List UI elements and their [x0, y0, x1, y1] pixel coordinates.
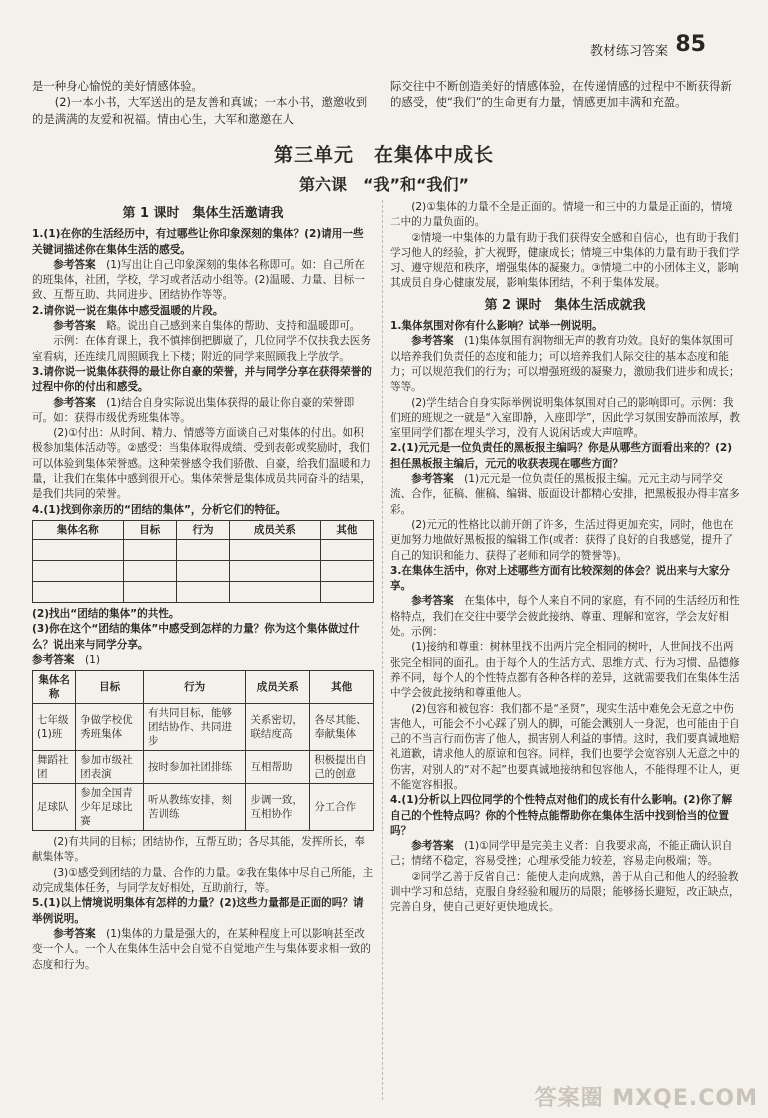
table-cell: 关系密切，联结度高: [246, 704, 310, 751]
table-header: 其他: [310, 671, 374, 704]
table-cell: 争做学校优秀班集体: [76, 704, 144, 751]
table-row: [33, 581, 374, 602]
answer-label: 参考答案: [411, 840, 454, 853]
answer-text: (1)集体的力量是强大的，在某种程度上可以影响甚至改变一个人。一个人在集体生活中会自觉不自觉地产生与集体要求相一致的态度和行为。: [32, 927, 371, 971]
table-cell: 七年级(1)班: [33, 704, 76, 751]
answer-label: 参考答案: [53, 396, 96, 409]
paragraph: 际交往中不断创造美好的情感体验，在传递情感的过程中不断获得新的感受，使“我们”的生命更有力量，情感更加丰满和充盈。: [390, 79, 732, 110]
answer-label: 参考答案: [53, 927, 96, 940]
answer-text: (2)元元的性格比以前开朗了许多，生活过得更加充实，同时，他也在更加努力地做好黑板报的编辑工作(或者：获得了良好的自我感觉，提升了自己的知识和能力、获得了老师和同学的赞誉等)。: [390, 518, 734, 562]
paragraph: (2)一本小书，大军送出的是友善和真诚；一本小书，邀邀收到的是满满的友爱和祝福。情由心生，大军和邀邀在人: [32, 95, 368, 126]
answer-text: (1)写出让自己印象深刻的集体名称即可。如：自己所在的班集体，社团，学校，学习或者活动小组等。(2)温暖、力量、目标一致、互帮互助、共同进步、团结协作等等。: [32, 258, 365, 302]
question: 2.请你说一说在集体中感受温暖的片段。: [32, 304, 224, 317]
table-cell: 按时参加社团排练: [143, 751, 245, 784]
answer-text: (1)接纳和尊重：树林里找不出两片完全相同的树叶，人世间找不出两张完全相同的面孔。由于每个人的生活方式、思维方式、行为习惯、品德修养不同，每个人的个性特点都有各种各样的差异，这就需要我们在集体生活中学会彼此接纳和尊重他人。: [390, 641, 740, 700]
table-header: 行为: [143, 671, 245, 704]
question: 4.(1)找到你亲历的“团结的集体”，分析它们的特征。: [32, 503, 287, 516]
header-label: 教材练习答案: [589, 44, 668, 59]
table-row: [33, 751, 374, 784]
question: 2.(1)元元是一位负责任的黑板报主编吗？你是从哪些方面看出来的？(2)担任黑板报主编后，元元的收获表现在哪些方面？: [390, 442, 733, 470]
table-cell: 舞蹈社团: [33, 751, 76, 784]
table-cell: 有共同目标，能够团结协作、共同进步: [143, 704, 245, 751]
table-header: 成员关系: [230, 520, 321, 539]
question: (3)你在这个“团结的集体”中感受到怎样的力量？你为这个集体做过什么？说出来与同学分享。: [32, 623, 360, 651]
question: 4.(1)分析以上四位同学的个性特点对他们的成长有什么影响。(2)你了解自己的个性特点吗？你的个性特点能帮助你在集体生活中找到恰当的位置吗？: [390, 794, 733, 837]
table-row: [33, 560, 374, 581]
answer-label: 参考答案: [411, 335, 454, 348]
page-number: 85: [675, 32, 706, 57]
table-header: 集体名称: [33, 520, 124, 539]
table-header: 其他: [320, 520, 373, 539]
table-cell: 互相帮助: [246, 751, 310, 784]
answer-label: 参考答案: [53, 258, 96, 271]
answer-label: 参考答案: [411, 473, 454, 486]
table-cell: 积极提出自己的创意: [310, 751, 374, 784]
table-header: 成员关系: [246, 671, 310, 704]
table-header: 目标: [123, 520, 176, 539]
answer-text: (1)集体氛围有润物细无声的教育功效。良好的集体氛围可以培养我们负责任的态度和能力；可以培养我们人际交往的基本态度和能力；可以规范我们的行为；可以增强班级的凝聚力，激励我们进步和成长；等等。: [390, 335, 740, 394]
blank-table: [32, 520, 374, 603]
column-divider: [382, 200, 383, 1100]
question: (2)找出“团结的集体”的共性。: [32, 607, 180, 620]
answer-text: (2)①付出：从时间、精力、情感等方面谈自己对集体的付出。如积极参加集体活动等。②感受：当集体取得成绩、受到表彰或奖励时，我们可以体验到集体荣誉感。这种荣誉感令我们骄傲、自豪，给我们温暖和力量，让我们在集体中感到很开心。集体荣誉是集体成员共同奋斗的结果，是我们共同的荣誉。: [32, 427, 371, 501]
answer-text: ②同学乙善于反省自己：能使人走向成熟，善于从自己和他人的经验教训中学习和总结，克服自身经验和履历的局限；能够扬长避短，改正缺点，完善自身，使自己更好更快地成长。: [390, 870, 740, 914]
paragraph: 是一种身心愉悦的美好情感体验。: [32, 79, 203, 93]
left-column: [32, 204, 374, 973]
answer-text: ②情境一中集体的力量有助于我们获得安全感和自信心，也有助于我们学习他人的经验，扩大视野，健康成长；情境三中集体的力量有助于我们学习、遵守规范和秩序，增强集体的凝聚力。③情境二中的小团体主义，影响其成员自身心健康发展，影响集体团结，不利于集体发展。: [390, 231, 740, 290]
answer-text: (1): [84, 653, 100, 666]
question: 1.集体氛围对你有什么影响？试举一例说明。: [390, 320, 603, 333]
section-title-1: 第 1 课时 集体生活邀请我: [122, 206, 284, 221]
answer-text: (2)有共同的目标；团结协作，互帮互助；各尽其能，发挥所长，奉献集体等。: [32, 836, 365, 864]
answer-text: (1)①同学甲是完美主义者：自我要求高，不能正确认识自己；情绪不稳定，容易受挫；心理承受能力较差，容易走向极端；等。: [390, 840, 733, 868]
table-cell: 参加市级社团表演: [76, 751, 144, 784]
answer-table: [32, 670, 374, 831]
question: 5.(1)以上情境说明集体有怎样的力量？(2)这些力量都是正面的吗？请举例说明。: [32, 897, 364, 925]
answer-text: (1)结合自身实际说出集体获得的最让你自豪的荣誉即可。如：获得市级优秀班集体等。: [32, 396, 355, 424]
top-left-text: [32, 78, 374, 127]
table-header: 行为: [176, 520, 229, 539]
section-title-2: 第 2 课时 集体生活成就我: [484, 297, 646, 313]
table-row: [33, 539, 374, 560]
answer-label: 参考答案: [32, 653, 75, 666]
answer-text: (2)学生结合自身实际举例说明集体氛围对自己的影响即可。示例：我们班的班规之一就是“入室即静，入座即学”，因此学习氛围安静而浓厚，教室里同学们都在埋头学习，没有人说闲话或大声喧哗。: [390, 396, 740, 440]
unit-title: 第三单元 在集体中成长: [273, 144, 494, 166]
table-cell: 分工合作: [310, 784, 374, 831]
table-cell: 听从教练安排，刻苦训练: [143, 784, 245, 831]
answer-text: (2)包容和被包容：我们都不是“圣贤”，现实生活中难免会无意之中伤害他人，可能会不小心踩了别人的脚，可能会溅别人一身泥，也可能由于自己的不当言行而伤害了他人，损害别人利益的事情。这时，我们要真诚地赔礼道歉，请求他人的原谅和包容。同样，我们也要学会宽容别人无意之中的伤害，对别人的“对不起”也要真诚地接纳和包容他人，不能得理不让人，更不能宽容相报。: [390, 702, 740, 791]
answer-text: 在集体中，每个人来自不同的家庭，有不同的生活经历和性格特点，我们在交往中要学会彼此接纳、尊重、理解和宽容，学会友好相处。示例：: [390, 595, 740, 639]
answer-text: 示例：在体育课上，我不慎摔倒把脚崴了，几位同学不仅扶我去医务室看病，还连续几周照顾我上下楼；附近的同学来照顾我上学放学。: [32, 335, 371, 363]
answer-text: (1)元元是一位负责任的黑板报主编。元元主动与同学交流、合作，征稿、催稿、编辑、版面设计都精心安排，把黑板报办得丰富多彩。: [390, 473, 740, 516]
table-cell: 步调一致，互相协作: [246, 784, 310, 831]
answer-text: (2)①集体的力量不全是正面的。情境一和三中的力量是正面的，情境二中的力量负面的。: [390, 201, 733, 229]
table-cell: 足球队: [33, 784, 76, 831]
table-row: [33, 704, 374, 751]
watermark: 答案圈 MXQE.COM: [534, 1086, 758, 1111]
table-header: 集体名称: [33, 671, 76, 704]
table-cell: 参加全国青少年足球比赛: [76, 784, 144, 831]
top-right-text: [390, 78, 740, 111]
answer-label: 参考答案: [53, 320, 96, 333]
table-cell: 各尽其能、奉献集体: [310, 704, 374, 751]
question: 3.在集体生活中，你对上述哪些方面有比较深刻的体会？说出来与大家分享。: [390, 564, 730, 593]
right-column: [390, 200, 740, 916]
table-row: [33, 784, 374, 831]
answer-text: 略。说出自己感到来自集体的帮助、支持和温暖即可。: [106, 320, 361, 333]
answer-text: (3)①感受到团结的力量、合作的力量。②我在集体中尽自己所能，主动完成集体任务，与同学友好相处，互助前行，等。: [32, 866, 374, 895]
table-header: 目标: [76, 671, 144, 704]
page-header: [0, 0, 768, 66]
lesson-title: 第六课 “我”和“我们”: [298, 175, 470, 194]
question: 1.(1)在你的生活经历中，有过哪些让你印象深刻的集体？(2)请用一些关键词描述你在集体生活的感受。: [32, 228, 364, 256]
question: 3.请你说一说集体获得的最让你自豪的荣誉，并与同学分享在获得荣誉的过程中你的付出和感受。: [32, 365, 372, 394]
answer-label: 参考答案: [411, 595, 454, 608]
